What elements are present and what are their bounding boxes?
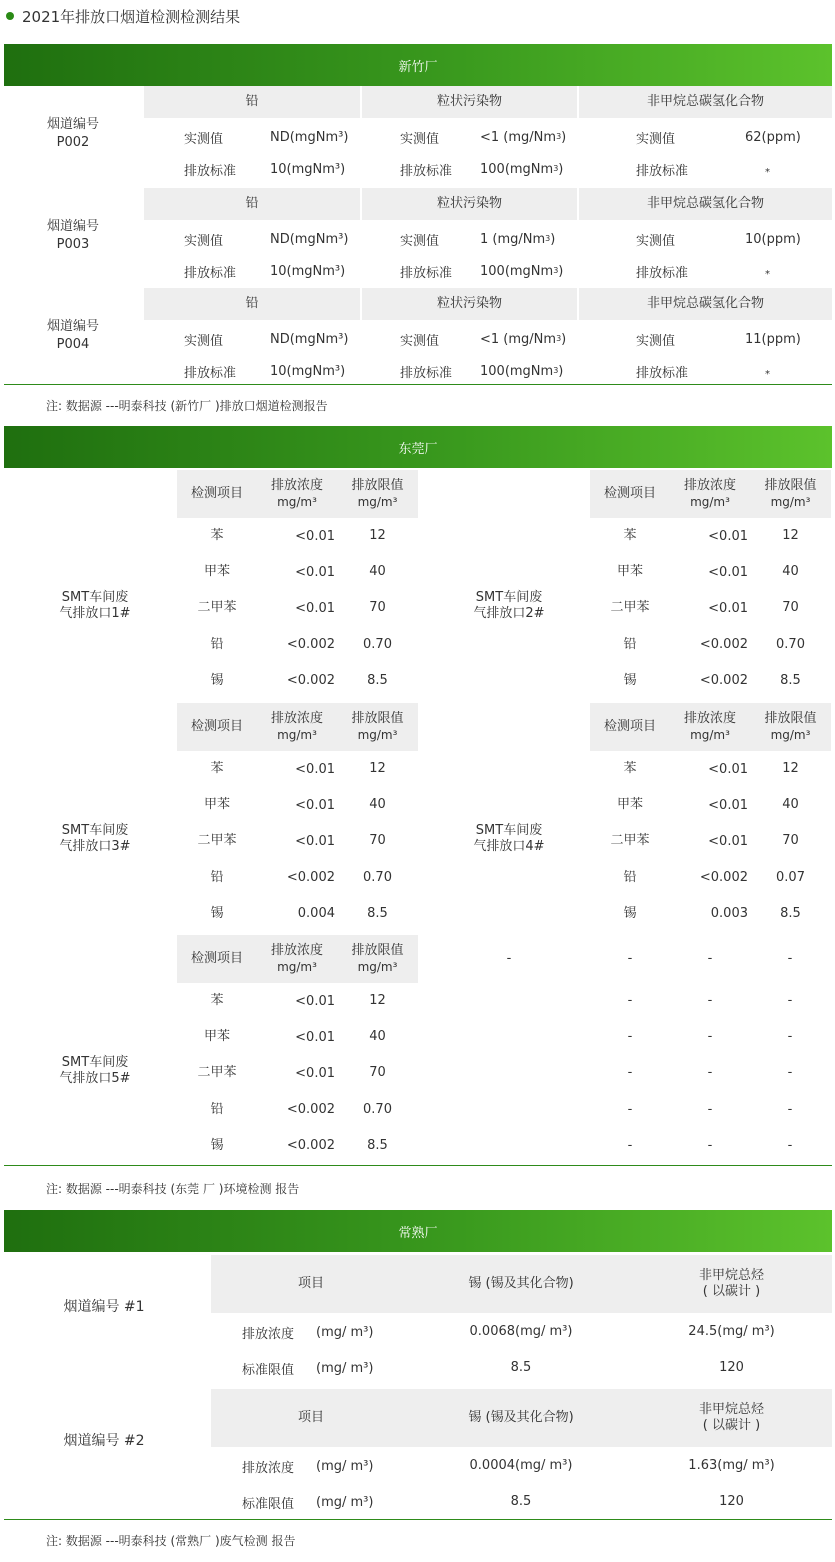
header-conc xyxy=(257,474,337,514)
outlet-name xyxy=(30,586,160,626)
conc-col2: 1.63(mg/ m³) xyxy=(688,1457,775,1473)
dongguan-rule xyxy=(4,1165,832,1166)
pollutant-name: 苯 xyxy=(210,992,224,1008)
header-col2 xyxy=(631,1389,832,1447)
xinzhu-band: 新竹厂 xyxy=(4,44,832,86)
pollutant-name: 二甲苯 xyxy=(610,833,650,849)
limit-value: 8.5 xyxy=(367,1137,388,1153)
limit-label: 标准限值 xyxy=(242,1362,295,1378)
empty-dash: - xyxy=(787,1029,793,1045)
header-limit xyxy=(337,474,418,514)
empty-dash: - xyxy=(707,1101,713,1117)
row-label: 排放标准 xyxy=(184,365,237,381)
limit-value: 40 xyxy=(369,797,386,813)
pollutant-name: 锡 xyxy=(210,905,224,921)
column-header: 粒状污染物 xyxy=(362,288,577,320)
row-label: 排放标准 xyxy=(636,365,689,381)
conc-value: <0.01 xyxy=(708,833,748,849)
pollutant-name: 铅 xyxy=(210,1101,224,1117)
conc-value: <0.01 xyxy=(708,528,748,544)
row-label: 实测值 xyxy=(636,333,676,349)
flue-id: P004 xyxy=(56,336,90,352)
conc-label: 排放浓度 xyxy=(242,1326,295,1342)
outlet-name xyxy=(30,1051,160,1091)
pollutant-name: 甲苯 xyxy=(616,564,643,580)
row-label: 排放标准 xyxy=(400,365,453,381)
limit-value: 12 xyxy=(369,992,386,1008)
conc-value: <0.002 xyxy=(699,673,748,689)
row-label: 实测值 xyxy=(400,333,440,349)
row-label: 实测值 xyxy=(400,131,440,147)
value-text: ND(mgNm³) xyxy=(270,231,349,247)
cell-value xyxy=(270,256,365,286)
header-col1: 锡 (锡及其化合物) xyxy=(468,1409,574,1425)
empty-dash: - xyxy=(627,992,633,1008)
empty-dash: - xyxy=(707,1029,713,1045)
conc-value: <0.01 xyxy=(708,564,748,580)
pollutant-name: 甲苯 xyxy=(203,1029,230,1045)
cell-value: <1 (mg/Nm 3 ) xyxy=(480,331,567,347)
empty-dash: - xyxy=(506,950,512,966)
pollutant-name: 甲苯 xyxy=(203,797,230,813)
outlet-name xyxy=(444,819,574,859)
header-limit-unit: mg/m³ xyxy=(357,959,398,974)
row-label: 实测值 xyxy=(184,233,224,249)
header-col2-line: ( 以碳计 ) xyxy=(702,1418,761,1433)
header-limit-label: 排放限值 xyxy=(351,478,404,494)
conc-value: <0.01 xyxy=(708,600,748,616)
flue-label: 烟道编号 xyxy=(46,318,99,334)
dongguan-band: 东莞厂 xyxy=(4,426,832,468)
value-text: <1 (mg/Nm xyxy=(480,331,557,347)
conc-value: 0.003 xyxy=(710,906,748,922)
header-item: 检测项目 xyxy=(190,485,243,501)
header-col2-line: ( 以碳计 ) xyxy=(702,1284,761,1299)
close-paren: ) xyxy=(558,161,564,177)
dongguan-note: 注: 数据源 ---明泰科技 (东莞 厂 )环境检测 报告 xyxy=(46,1182,300,1196)
empty-dash: - xyxy=(627,950,633,966)
row-label: 排放标准 xyxy=(636,265,689,281)
limit-value: 40 xyxy=(782,564,799,580)
outlet-name-line: SMT车间废 xyxy=(61,823,129,839)
limit-col2: 120 xyxy=(719,1493,744,1509)
column-header: 粒状污染物 xyxy=(362,86,577,118)
conc-value: <0.002 xyxy=(286,1138,335,1154)
value-text: 62(ppm) xyxy=(745,129,801,145)
limit-col1: 8.5 xyxy=(510,1359,532,1375)
flue-label: 烟道编号 #2 xyxy=(63,1433,145,1450)
value-text: 1 (mg/Nm xyxy=(480,231,546,247)
column-header: 铅 xyxy=(144,86,360,118)
conc-value: <0.002 xyxy=(699,637,748,653)
header-conc xyxy=(257,707,337,747)
limit-value: 8.5 xyxy=(367,672,388,688)
cell-value: 100(mgNm 3 ) xyxy=(480,161,564,177)
limit-col1: 8.5 xyxy=(510,1493,532,1509)
header-col2 xyxy=(631,1255,832,1313)
empty-dash: - xyxy=(787,992,793,1008)
row-label: 排放标准 xyxy=(184,163,237,179)
limit-value: 0.70 xyxy=(363,869,392,885)
header-limit-label: 排放限值 xyxy=(351,943,404,959)
conc-value: <0.01 xyxy=(295,761,335,777)
pollutant-name: 锡 xyxy=(623,905,637,921)
flue-id: P003 xyxy=(56,236,90,252)
star-mark: * xyxy=(765,268,770,280)
header-conc-unit: mg/m³ xyxy=(277,494,317,509)
header-conc-unit: mg/m³ xyxy=(277,727,317,742)
close-paren: ) xyxy=(558,263,564,279)
pollutant-name: 甲苯 xyxy=(616,797,643,813)
cell-value: <1 (mg/Nm 3 ) xyxy=(480,129,567,145)
value-text: 100(mgNm xyxy=(480,161,554,177)
outlet-name xyxy=(30,819,160,859)
flue-label: 烟道编号 xyxy=(46,218,99,234)
limit-value: 12 xyxy=(369,527,386,543)
outlet-name-line: 气排放口5# xyxy=(59,1071,131,1087)
header-conc-label: 排放浓度 xyxy=(683,711,736,727)
conc-value: 0.004 xyxy=(297,906,335,922)
page-title: 2021年排放口烟道检测检测结果 xyxy=(22,8,241,26)
column-header: 非甲烷总碳氢化合物 xyxy=(579,188,832,220)
unit-label: (mg/ m³) xyxy=(316,1324,374,1340)
header-conc-label: 排放浓度 xyxy=(270,943,323,959)
row-label: 实测值 xyxy=(636,233,676,249)
cell-value: 1 (mg/Nm 3 ) xyxy=(480,231,556,247)
header-conc xyxy=(670,707,750,747)
conc-value: <0.002 xyxy=(286,870,335,886)
pollutant-name: 锡 xyxy=(210,672,224,688)
conc-value: <0.01 xyxy=(295,600,335,616)
flue-label: 烟道编号 #1 xyxy=(63,1299,145,1316)
column-header: 铅 xyxy=(144,288,360,320)
cell-value xyxy=(270,224,365,254)
pollutant-name: 苯 xyxy=(210,527,224,543)
limit-value: 0.07 xyxy=(776,869,805,885)
header-conc-label: 排放浓度 xyxy=(683,478,736,494)
outlet-name-line: SMT车间废 xyxy=(475,590,543,606)
column-header: 非甲烷总碳氢化合物 xyxy=(579,288,832,320)
close-paren: ) xyxy=(550,231,556,247)
conc-value: <0.01 xyxy=(295,797,335,813)
header-col2-line: 非甲烷总烃 xyxy=(698,1267,764,1283)
limit-col2: 120 xyxy=(719,1359,744,1375)
limit-value: 8.5 xyxy=(780,672,801,688)
conc-value: <0.01 xyxy=(295,993,335,1009)
empty-dash: - xyxy=(707,1065,713,1081)
limit-value: 70 xyxy=(782,833,799,849)
conc-value: <0.01 xyxy=(295,1065,335,1081)
changshu-note: 注: 数据源 ---明泰科技 (常熟厂 )废气检测 报告 xyxy=(46,1534,296,1548)
header-item: 检测项目 xyxy=(603,718,656,734)
limit-value: 12 xyxy=(782,527,799,543)
cell-value xyxy=(745,154,835,184)
pollutant-name: 二甲苯 xyxy=(197,833,237,849)
row-label: 排放标准 xyxy=(400,265,453,281)
conc-value: <0.002 xyxy=(699,870,748,886)
header-limit xyxy=(750,707,831,747)
outlet-name-line: SMT车间废 xyxy=(475,823,543,839)
column-header: 铅 xyxy=(144,188,360,220)
pollutant-name: 铅 xyxy=(210,869,224,885)
changshu-rule xyxy=(4,1519,832,1520)
cell-value xyxy=(270,324,365,354)
conc-value: <0.01 xyxy=(295,833,335,849)
value-text: 100(mgNm xyxy=(480,363,554,379)
star-mark: * xyxy=(765,368,770,380)
row-label: 排放标准 xyxy=(400,163,453,179)
changshu-band: 常熟厂 xyxy=(4,1210,832,1252)
outlet-name-line: 气排放口4# xyxy=(473,839,545,855)
conc-col1: 0.0004(mg/ m³) xyxy=(469,1457,573,1473)
limit-value: 12 xyxy=(782,760,799,776)
conc-value: <0.002 xyxy=(286,673,335,689)
cell-value xyxy=(745,256,835,286)
header-limit-label: 排放限值 xyxy=(764,711,817,727)
conc-label: 排放浓度 xyxy=(242,1460,295,1476)
conc-value: <0.002 xyxy=(286,637,335,653)
xinzhu-note: 注: 数据源 ---明泰科技 (新竹厂 )排放口烟道检测报告 xyxy=(46,399,328,413)
limit-value: 40 xyxy=(369,1029,386,1045)
header-limit-label: 排放限值 xyxy=(351,711,404,727)
conc-value: <0.01 xyxy=(295,1029,335,1045)
header-limit-unit: mg/m³ xyxy=(770,727,811,742)
cell-value: 100(mgNm 3 ) xyxy=(480,363,564,379)
header-limit-unit: mg/m³ xyxy=(770,494,811,509)
limit-value: 0.70 xyxy=(776,636,805,652)
outlet-name xyxy=(444,586,574,626)
pollutant-name: 二甲苯 xyxy=(197,600,237,616)
value-text: 10(mgNm³) xyxy=(270,363,346,379)
outlet-name-line: 气排放口3# xyxy=(59,839,131,855)
conc-value: <0.002 xyxy=(286,1102,335,1118)
cell-value: 100(mgNm 3 ) xyxy=(480,263,564,279)
pollutant-name: 苯 xyxy=(210,760,224,776)
limit-value: 8.5 xyxy=(780,905,801,921)
unit-label: (mg/ m³) xyxy=(316,1494,374,1510)
pollutant-name: 铅 xyxy=(623,636,637,652)
star-mark: * xyxy=(765,166,770,178)
header-item: 检测项目 xyxy=(603,485,656,501)
header-item: 项目 xyxy=(297,1275,324,1291)
empty-dash: - xyxy=(707,1137,713,1153)
pollutant-name: 二甲苯 xyxy=(197,1065,237,1081)
empty-dash: - xyxy=(787,1065,793,1081)
header-conc-label: 排放浓度 xyxy=(270,711,323,727)
outlet-name-line: 气排放口2# xyxy=(473,606,545,622)
header-conc-unit: mg/m³ xyxy=(277,959,317,974)
pollutant-name: 锡 xyxy=(210,1137,224,1153)
close-paren: ) xyxy=(561,331,567,347)
outlet-name-line: 气排放口1# xyxy=(59,606,131,622)
empty-dash: - xyxy=(787,950,793,966)
outlet-name-line: SMT车间废 xyxy=(61,1055,129,1071)
value-text: 10(mgNm³) xyxy=(270,161,346,177)
cell-value xyxy=(745,224,835,254)
pollutant-name: 二甲苯 xyxy=(610,600,650,616)
header-col1: 锡 (锡及其化合物) xyxy=(468,1275,574,1291)
row-label: 实测值 xyxy=(184,333,224,349)
limit-value: 70 xyxy=(369,833,386,849)
flue-id: P002 xyxy=(56,134,90,150)
unit-label: (mg/ m³) xyxy=(316,1360,374,1376)
row-label: 实测值 xyxy=(184,131,224,147)
cell-value xyxy=(270,122,365,152)
conc-value: <0.01 xyxy=(295,528,335,544)
bullet-icon xyxy=(6,12,14,20)
header-col2-line: 非甲烷总烃 xyxy=(698,1401,764,1417)
xinzhu-rule xyxy=(4,384,832,385)
empty-dash: - xyxy=(627,1065,633,1081)
empty-dash: - xyxy=(707,992,713,1008)
pollutant-name: 甲苯 xyxy=(203,564,230,580)
header-item: 检测项目 xyxy=(190,718,243,734)
column-header: 粒状污染物 xyxy=(362,188,577,220)
limit-label: 标准限值 xyxy=(242,1496,295,1512)
conc-value: <0.01 xyxy=(708,761,748,777)
unit-label: (mg/ m³) xyxy=(316,1458,374,1474)
empty-dash: - xyxy=(707,950,713,966)
limit-value: 70 xyxy=(369,1065,386,1081)
header-item: 检测项目 xyxy=(190,950,243,966)
header-limit-label: 排放限值 xyxy=(764,478,817,494)
cell-value xyxy=(745,356,835,386)
pollutant-name: 锡 xyxy=(623,672,637,688)
limit-value: 70 xyxy=(369,600,386,616)
limit-value: 70 xyxy=(782,600,799,616)
conc-col2: 24.5(mg/ m³) xyxy=(688,1323,775,1339)
limit-value: 0.70 xyxy=(363,1101,392,1117)
header-item: 项目 xyxy=(297,1409,324,1425)
conc-value: <0.01 xyxy=(708,797,748,813)
header-limit-unit: mg/m³ xyxy=(357,727,398,742)
limit-value: 8.5 xyxy=(367,905,388,921)
row-label: 实测值 xyxy=(400,233,440,249)
cell-value xyxy=(270,154,365,184)
conc-value: <0.01 xyxy=(295,564,335,580)
limit-value: 12 xyxy=(369,760,386,776)
empty-dash: - xyxy=(627,1137,633,1153)
header-conc-unit: mg/m³ xyxy=(690,727,730,742)
value-text: <1 (mg/Nm xyxy=(480,129,557,145)
column-header: 非甲烷总碳氢化合物 xyxy=(579,86,832,118)
flue-label: 烟道编号 xyxy=(46,116,99,132)
pollutant-name: 苯 xyxy=(623,527,637,543)
empty-dash: - xyxy=(627,1029,633,1045)
empty-dash: - xyxy=(787,1101,793,1117)
pollutant-name: 铅 xyxy=(623,869,637,885)
header-limit xyxy=(750,474,831,514)
cell-value xyxy=(745,324,835,354)
cell-value xyxy=(270,356,365,386)
value-text: 11(ppm) xyxy=(745,331,801,347)
row-label: 实测值 xyxy=(636,131,676,147)
header-conc xyxy=(670,474,750,514)
limit-value: 40 xyxy=(782,797,799,813)
pollutant-name: 铅 xyxy=(210,636,224,652)
header-limit xyxy=(337,707,418,747)
row-label: 排放标准 xyxy=(636,163,689,179)
value-text: 10(ppm) xyxy=(745,231,801,247)
outlet-name-line: SMT车间废 xyxy=(61,590,129,606)
value-text: 100(mgNm xyxy=(480,263,554,279)
value-text: ND(mgNm³) xyxy=(270,129,349,145)
close-paren: ) xyxy=(558,363,564,379)
header-limit xyxy=(337,939,418,979)
header-conc-label: 排放浓度 xyxy=(270,478,323,494)
header-conc xyxy=(257,939,337,979)
conc-col1: 0.0068(mg/ m³) xyxy=(469,1323,573,1339)
empty-dash: - xyxy=(787,1137,793,1153)
close-paren: ) xyxy=(561,129,567,145)
cell-value xyxy=(745,122,835,152)
row-label: 排放标准 xyxy=(184,265,237,281)
value-text: 10(mgNm³) xyxy=(270,263,346,279)
limit-value: 0.70 xyxy=(363,636,392,652)
empty-dash: - xyxy=(627,1101,633,1117)
header-limit-unit: mg/m³ xyxy=(357,494,398,509)
limit-value: 40 xyxy=(369,564,386,580)
value-text: ND(mgNm³) xyxy=(270,331,349,347)
header-conc-unit: mg/m³ xyxy=(690,494,730,509)
pollutant-name: 苯 xyxy=(623,760,637,776)
